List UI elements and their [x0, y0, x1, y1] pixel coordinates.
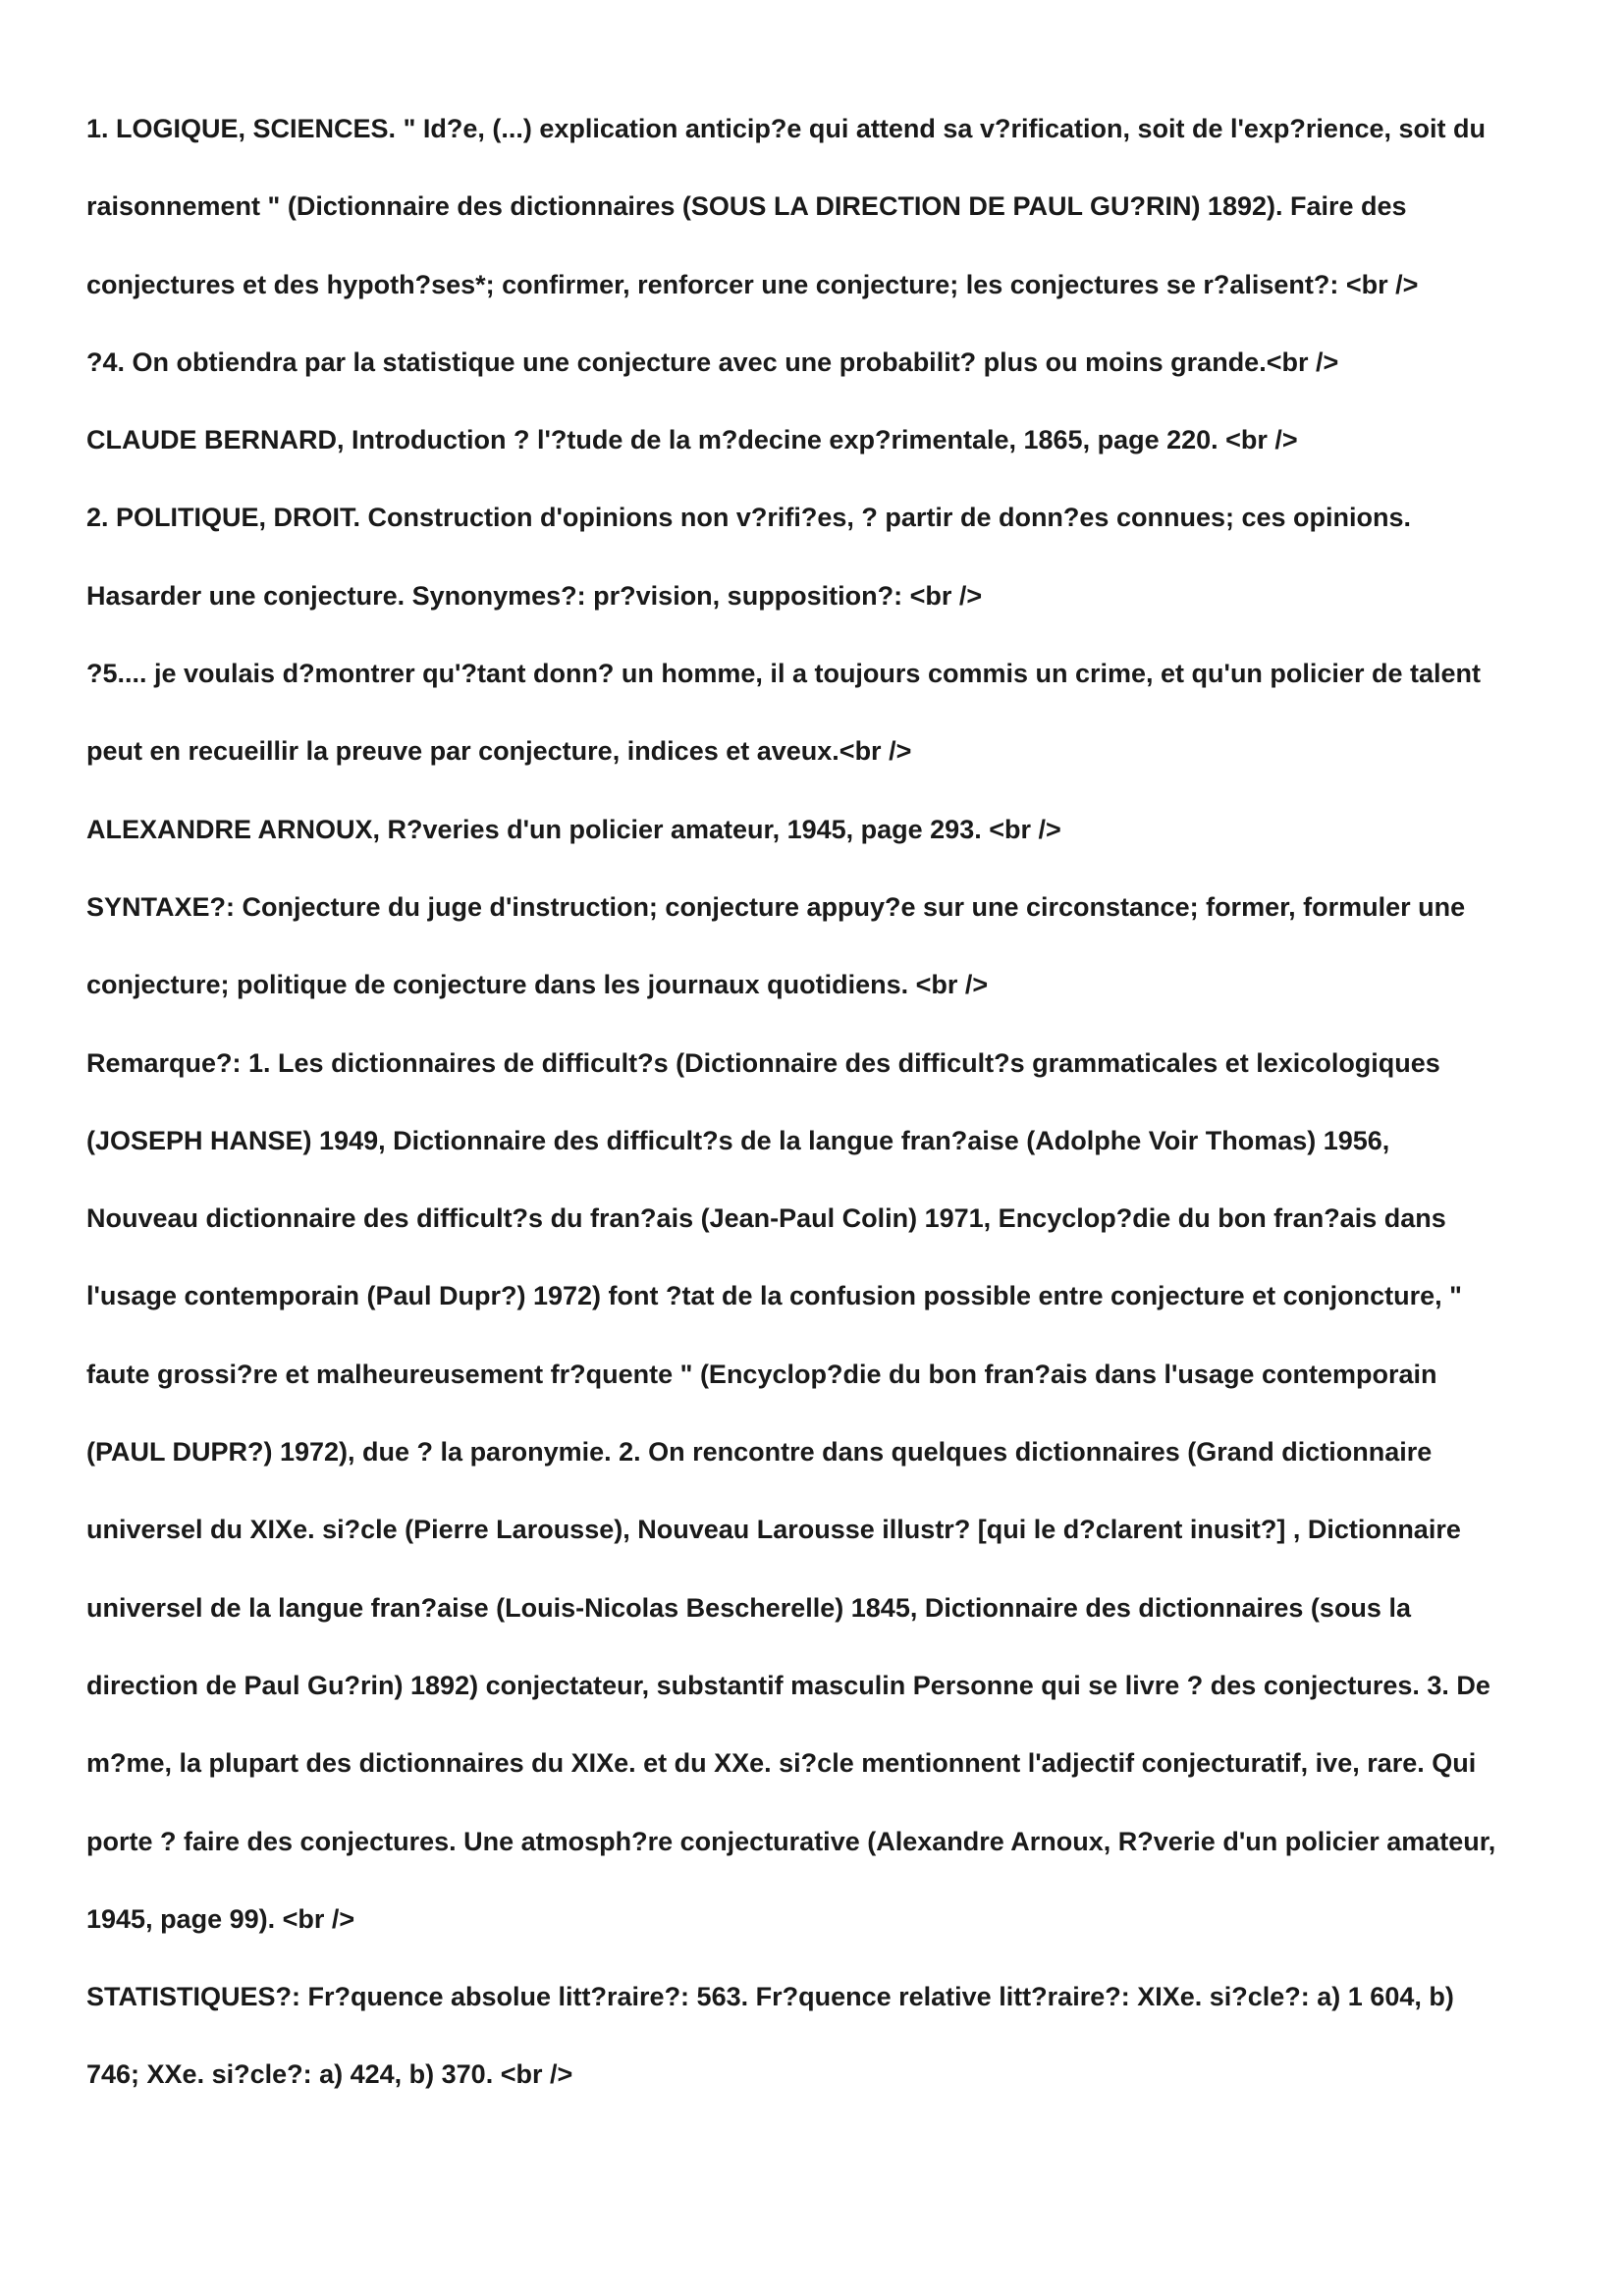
text-line: raisonnement " (Dictionnaire des dictionnaires (SOUS LA DIRECTION DE PAUL GU?RIN) 1892). Faire des [86, 191, 1407, 222]
text-line: l'usage contemporain (Paul Dupr?) 1972) font ?tat de la confusion possible entre conjecture et conjoncture, " [86, 1281, 1462, 1311]
text-line: ?4. On obtiendra par la statistique une conjecture avec une probabilit? plus ou moins grande.<br /> [86, 347, 1339, 377]
text-line: 2. POLITIQUE, DROIT. Construction d'opinions non v?rifi?es, ? partir de donn?es connues; ces opinions. [86, 503, 1411, 533]
text-line: direction de Paul Gu?rin) 1892) conjectateur, substantif masculin Personne qui se livre ? des conjectures. 3. De [86, 1670, 1490, 1700]
text-line: (JOSEPH HANSE) 1949, Dictionnaire des difficult?s de la langue fran?aise (Adolphe Voir Thomas) 1956, [86, 1125, 1390, 1155]
text-line: SYNTAXE?: Conjecture du juge d'instruction; conjecture appuy?e sur une circonstance; former, formuler une [86, 891, 1466, 922]
text-line: Remarque?: 1. Les dictionnaires de difficult?s (Dictionnaire des difficult?s grammaticales et lexicologiques [86, 1047, 1440, 1078]
text-line: 746; XXe. si?cle?: a) 424, b) 370. <br /> [86, 2059, 573, 2090]
text-line: CLAUDE BERNARD, Introduction ? l'?tude de la m?decine exp?rimentale, 1865, page 220. <br /> [86, 425, 1298, 455]
text-line: universel de la langue fran?aise (Louis-Nicolas Bescherelle) 1845, Dictionnaire des dictionnaires (sous la [86, 1592, 1411, 1623]
text-line: ?5.... je voulais d?montrer qu'?tant donn? un homme, il a toujours commis un crime, et qu'un policier de talent [86, 659, 1481, 689]
text-line: Nouveau dictionnaire des difficult?s du fran?ais (Jean-Paul Colin) 1971, Encyclop?die du bon fran?ais dans [86, 1203, 1446, 1234]
text-line: ALEXANDRE ARNOUX, R?veries d'un policier amateur, 1945, page 293. <br /> [86, 814, 1061, 844]
text-line: m?me, la plupart des dictionnaires du XIXe. et du XXe. si?cle mentionnent l'adjectif conjecturatif, ive, rare. Qui [86, 1748, 1477, 1779]
text-line: conjecture; politique de conjecture dans les journaux quotidiens. <br /> [86, 970, 989, 1000]
text-line: 1945, page 99). <br /> [86, 1903, 355, 1934]
text-line: (PAUL DUPR?) 1972), due ? la paronymie. 2. On rencontre dans quelques dictionnaires (Grand dictionnaire [86, 1437, 1433, 1468]
text-line: conjectures et des hypoth?ses*; confirmer, renforcer une conjecture; les conjectures se r?alisent?: <br /> [86, 269, 1419, 299]
text-line: STATISTIQUES?: Fr?quence absolue litt?raire?: 563. Fr?quence relative litt?raire?: XIXe. si?cle?: a) 1 604, b) [86, 1982, 1454, 2012]
text-line: porte ? faire des conjectures. Une atmosph?re conjecturative (Alexandre Arnoux, R?verie d'un policier amateur, [86, 1826, 1496, 1856]
document-body [86, 90, 1559, 2114]
text-line: Hasarder une conjecture. Synonymes?: pr?vision, supposition?: <br /> [86, 580, 983, 611]
text-line: 1. LOGIQUE, SCIENCES. " Id?e, (...) explication anticip?e qui attend sa v?rification, soit de l'exp?rience, soit du [86, 114, 1486, 143]
text-line: faute grossi?re et malheureusement fr?quente " (Encyclop?die du bon fran?ais dans l'usage contemporain [86, 1359, 1437, 1389]
text-line: peut en recueillir la preuve par conjecture, indices et aveux.<br /> [86, 736, 912, 767]
text-line: universel du XIXe. si?cle (Pierre Larousse), Nouveau Larousse illustr? [qui le d?clarent inusit?] , Dictionnaire [86, 1515, 1461, 1545]
